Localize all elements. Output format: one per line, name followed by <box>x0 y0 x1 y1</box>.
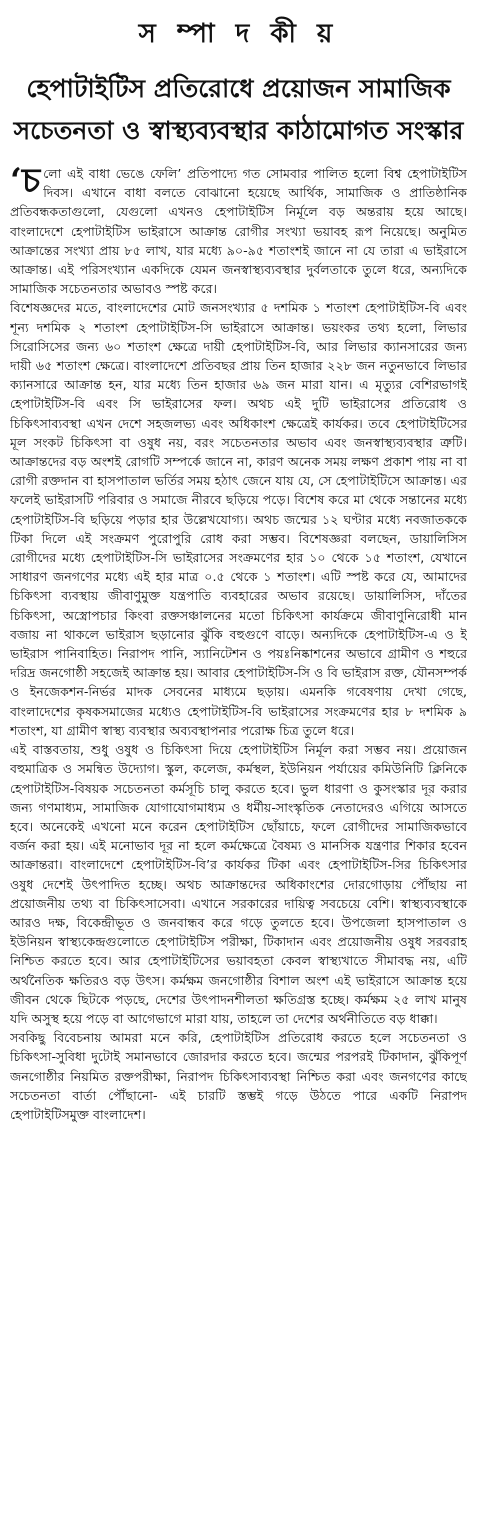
article-body <box>10 164 467 1524</box>
headline-line-1: হেপাটাইটিস প্রতিরোধে প্রয়োজন সামাজিক <box>26 74 451 103</box>
paragraph-1-text: লো এই বাধা ভেঙে ফেলি’ প্রতিপাদ্যে গত সোমবার পালিত হলো বিশ্ব হেপাটাইটিস দিবস। এখানে বাধা বলতে বোঝানো হয়েছে আর্থিক, সামাজিক ও প্রাতিষ্ঠানিক প্রতিবন্ধকতাগুলো, যেগুলো এখনও হেপাটাইটিস নির্মূলে বড় অন্তরায় হয়ে আছে। বাংলাদেশে হেপাটাইটিস ভাইরাসে আক্রান্ত রোগীর সংখ্যা ভয়াবহ রূপ নিয়েছে। অনুমিত আক্রান্তের সংখ্যা প্রায় ৮৫ লাখ, যার মধ্যে ৯০-৯৫ শতাংশই জানে না যে তারা এ ভাইরাসে আক্রান্ত। এই পরিসংখ্যান একদিকে যেমন জনস্বাস্থ্যব্যবস্থার দুর্বলতাকে তুলে ধরে, অন্যদিকে সামাজিক সচেতনতার অভাবও স্পষ্ট করে। <box>10 166 467 297</box>
paragraph-1 <box>10 164 467 298</box>
paragraph-2: বিশেষজ্ঞদের মতে, বাংলাদেশের মোট জনসংখ্যার ৫ দশমিক ১ শতাংশ হেপাটাইটিস-বি এবং শূন্য দশমিক ২ শতাংশ হেপাটাইটিস-সি ভাইরাসে আক্রান্ত। ভয়ংকর তথ্য হলো, লিভার সিরোসিসের জন্য ৬০ শতাংশ ক্ষেত্রে দায়ী হেপাটাইটিস-বি, আর লিভার ক্যানসারের জন্য দায়ী ৬৫ শতাংশ ক্ষেত্রে। বাংলাদেশে প্রতিবছর প্রায় তিন হাজার ২২৮ জন নতুনভাবে লিভার ক্যানসারে আক্রান্ত হন, যার মধ্যে তিন হাজার ৬৯ জন মারা যান। এ মৃত্যুর বেশিরভাগই হেপাটাইটিস-বি এবং সি ভাইরাসের ফল। অথচ এই দুটি ভাইরাসের প্রতিরোধ ও চিকিৎসাব্যবস্থা এখন দেশে সহজলভ্য এবং অধিকাংশ ক্ষেত্রেই কার্যকর। তবে হেপাটাইটিসের মূল সংকট চিকিৎসা বা ওষুধ নয়, বরং সচেতনতার অভাব এবং জনস্বাস্থ্যব্যবস্থার ত্রুটি। আক্রান্তদের বড় অংশই রোগটি সম্পর্কে জানে না, কারণ অনেক সময় লক্ষণ প্রকাশ পায় না বা রোগী রক্তদান বা হাসপাতাল ভর্তির সময় হঠাৎ জেনে যায় যে, সে হেপাটাইটিসে আক্রান্ত। এর ফলেই ভাইরাসটি পরিবার ও সমাজে নীরবে ছড়িয়ে পড়ে। বিশেষ করে মা থেকে সন্তানের মধ্যে হেপাটাইটিস-বি ছড়িয়ে পড়ার হার উল্লেখযোগ্য। অথচ জন্মের ১২ ঘণ্টার মধ্যে নবজাতককে টিকা দিলে এই সংক্রমণ পুরোপুরি রোধ করা সম্ভব। বিশেষজ্ঞরা বলছেন, ডায়ালিসিস রোগীদের মধ্যে হেপাটাইটিস-সি ভাইরাসের সংক্রমণের হার ১০ থেকে ১৫ শতাংশ, যেখানে সাধারণ জনগণের মধ্যে এই হার মাত্র ০.৫ থেকে ১ শতাংশ। এটি স্পষ্ট করে যে, আমাদের চিকিৎসা ব্যবস্থায় জীবাণুমুক্ত যন্ত্রপাতি ব্যবহারের অভাব রয়েছে। ডায়ালিসিস, দাঁতের চিকিৎসা, অস্ত্রোপচার কিংবা রক্তসঞ্চালনের মতো চিকিৎসা কার্যক্রমে জীবাণুনিরোধী মান বজায় না থাকলে ভাইরাস ছড়ানোর ঝুঁকি বহুগুণে বাড়ে। অন্যদিকে হেপাটাইটিস-এ ও ই ভাইরাস পানিবাহিত। নিরাপদ পানি, স্যানিটেশন ও পয়ঃনিষ্কাশনের অভাবে গ্রামীণ ও শহুরে দরিদ্র জনগোষ্ঠী সহজেই আক্রান্ত হয়। আবার হেপাটাইটিস-সি ও বি ভাইরাস রক্ত, যৌনসম্পর্ক ও ইনজেকশন-নির্ভর মাদক সেবনের মাধ্যমে ছড়ায়। এমনকি গবেষণায় দেখা গেছে, বাংলাদেশের কৃষকসমাজের মধ্যেও হেপাটাইটিস-বি ভাইরাসের সংক্রমণের হার ৮ দশমিক ৯ শতাংশ, যা গ্রামীণ স্বাস্থ্য ব্যবস্থার অব্যবস্থাপনার পরোক্ষ চিত্র তুলে ধরে। <box>10 300 467 738</box>
paragraph-3: এই বাস্তবতায়, শুধু ওষুধ ও চিকিৎসা দিয়ে হেপাটাইটিস নির্মূল করা সম্ভব নয়। প্রয়োজন বহুমাত্রিক ও সমন্বিত উদ্যোগ। স্কুল, কলেজ, কর্মস্থল, ইউনিয়ন পর্যায়ের কমিউনিটি ক্লিনিকে হেপাটাইটিস-বিষয়ক সচেতনতা কর্মসূচি চালু করতে হবে। ভুল ধারণা ও কুসংস্কার দূর করার জন্য গণমাধ্যম, সামাজিক যোগাযোগমাধ্যম ও ধর্মীয়-সাংস্কৃতিক নেতাদেরও এগিয়ে আসতে হবে। অনেকেই এখনো মনে করেন হেপাটাইটিস ছোঁয়াচে, ফলে রোগীদের সামাজিকভাবে বর্জন করা হয়। এই মনোভাব দূর না হলে কর্মক্ষেত্রে বৈষম্য ও মানসিক যন্ত্রণার শিকার হবেন আক্রান্তরা। বাংলাদেশে হেপাটাইটিস-বি’র কার্যকর টিকা এবং হেপাটাইটিস-সির চিকিৎসার ওষুধ দেশেই উৎপাদিত হচ্ছে। অথচ আক্রান্তদের অধিকাংশের দোরগোড়ায় পৌঁছায় না প্রয়োজনীয় তথ্য বা চিকিৎসাসেবা। এখানে সরকারের দায়িত্ব সবচেয়ে বেশি। স্বাস্থ্যব্যবস্থাকে আরও দক্ষ, বিকেন্দ্রীভূত ও জনবান্ধব করে গড়ে তুলতে হবে। উপজেলা হাসপাতাল ও ইউনিয়ন স্বাস্থ্যকেন্দ্রগুলোতে হেপাটাইটিস পরীক্ষা, টিকাদান এবং প্রয়োজনীয় ওষুধ সরবরাহ নিশ্চিত করতে হবে। আর হেপাটাইটিসের ভয়াবহতা কেবল স্বাস্থ্যখাতে সীমাবদ্ধ নয়, এটি অর্থনৈতিক ক্ষতিরও বড় উৎস। কর্মক্ষম জনগোষ্ঠীর বিশাল অংশ এই ভাইরাসে আক্রান্ত হয়ে জীবন থেকে ছিটকে পড়ছে, দেশের উৎপাদনশীলতা ক্ষতিগ্রস্ত হচ্ছে। কর্মক্ষম ২৫ লাখ মানুষ যদি অসুস্থ হয়ে পড়ে বা আগেভাগে মারা যায়, তাহলে তা দেশের অর্থনীতিতে বড় ধাক্কা। <box>10 742 467 1026</box>
paragraph-4: সবকিছু বিবেচনায় আমরা মনে করি, হেপাটাইটিস প্রতিরোধ করতে হলে সচেতনতা ও চিকিৎসা-সুবিধা দুটোই সমানভাবে জোরদার করতে হবে। জন্মের পরপরই টিকাদান, ঝুঁকিপূর্ণ জনগোষ্ঠীর নিয়মিত রক্তপরীক্ষা, নিরাপদ চিকিৎসাব্যবস্থা নিশ্চিত করা এবং জনগণের কাছে সচেতনতা বার্তা পৌঁছানো- এই চারটি স্তম্ভই গড়ে উঠতে পারে একটি নিরাপদ হেপাটাইটিসমুক্ত বাংলাদেশ। <box>10 1030 467 1122</box>
headline-line-2: সচেতনতা ও স্বাস্থ্যব্যবস্থার কাঠামোগত সংস্কার <box>13 116 464 145</box>
section-label: স ম্পা দ কী য় <box>138 19 339 49</box>
drop-cap: ‘চ <box>10 164 41 201</box>
headline <box>10 68 467 152</box>
